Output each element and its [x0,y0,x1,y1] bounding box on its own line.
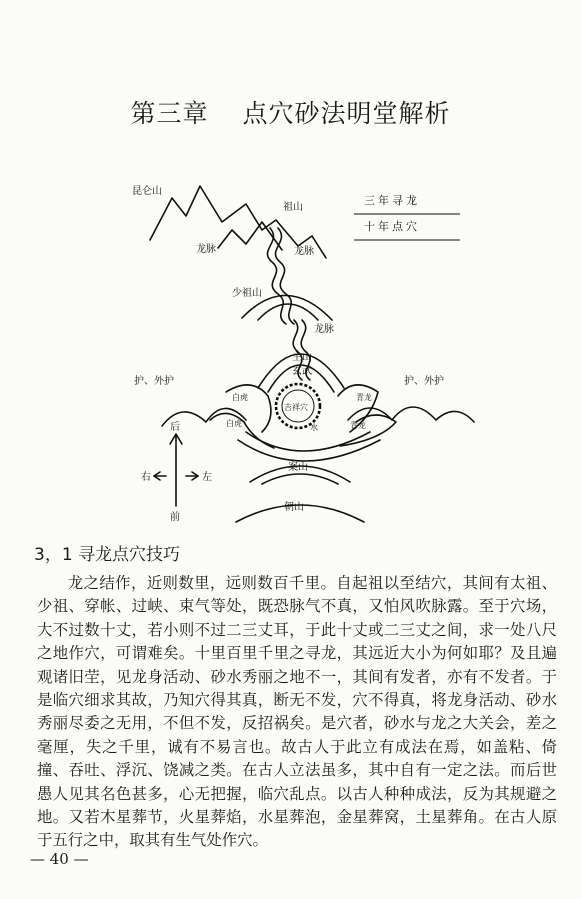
label-xue: 吉祥穴 [284,403,308,412]
label-qinglong-outer: 青龙 [350,421,366,430]
body-paragraph: 龙之结作，近则数里，远则数百千里。自起祖以至结穴，其间有太祖、少祖、穿帐、过峡、束气等处，既恐脉气不真，又怕风吹脉露。至于穴场，大不过数十丈，若小则不过二三丈耳，于此十丈或二三丈之间，求一处八尺之地作穴，可谓难矣。十里百里千里之寻龙，其远近大小为何如耶？及且遍观诸旧茔，见龙身活动、砂水秀丽之地不一，其间有发者，亦有不发者。于是临穴细求其故，乃知穴得其真，断无不发，穴不得真，将龙身活动、砂水秀丽尽委之无用，不但不发，反招祸矣。是穴者，砂水与龙之大关会，差之毫厘，失之千里，诚有不易言也。故古人于此立有成法在焉，如盖粘、倚撞、吞吐、浮沉、饶减之类。在古人立法虽多，其中自有一定之法。而后世愚人见其名色甚多，心无把握，临穴乱点。以古人种种成法，反为其规避之地。又若木星葬节，火星葬焰，水星葬泡，金星葬窝，土星葬角。在古人原于五行之中，取其有生气处作穴。 [37,574,557,850]
label-zhushan: 主山 [292,352,312,363]
label-zushan: 祖山 [283,202,303,213]
label-longmai-3: 龙脉 [314,324,334,335]
label-huhu-right: 护、外护 [404,376,444,387]
zushan-shape [218,222,282,250]
label-chaoshan: 朝山 [284,502,304,513]
label-xuanwu: 玄武 [292,366,312,377]
water-stream-shape [246,432,370,451]
label-shaozushan: 少祖山 [232,288,262,299]
label-longmai-2: 龙脉 [294,246,314,257]
label-baihu-inner: 白虎 [232,393,248,402]
label-dir-front: 前 [170,512,180,523]
label-baihu-outer: 白虎 [226,419,242,428]
note-line-2: 十年点穴 [364,220,420,233]
label-longmai-1: 龙脉 [196,244,216,255]
label-qinglong-inner: 青龙 [356,393,372,402]
body-text [37,572,557,853]
label-dir-left: 左 [202,472,212,483]
label-huhu-left: 护、外护 [134,376,174,387]
shaozushan-shape [242,295,332,320]
section-heading: 3，1 寻龙点穴技巧 [34,545,181,565]
label-dir-back: 后 [170,422,180,433]
label-kunlun: 昆仑山 [132,186,162,197]
label-shui: 水 [310,423,318,432]
chapter-title [0,94,581,130]
dragon-vein-diagram [0,170,581,530]
label-anshan: 案山 [288,462,308,473]
page-number: — 40 — [30,850,89,868]
chapter-name: 点穴砂法明堂解析 [242,99,451,128]
chapter-number: 第三章 [130,99,209,128]
note-line-1: 三年寻龙 [364,194,420,207]
label-dir-right: 右 [141,472,151,483]
